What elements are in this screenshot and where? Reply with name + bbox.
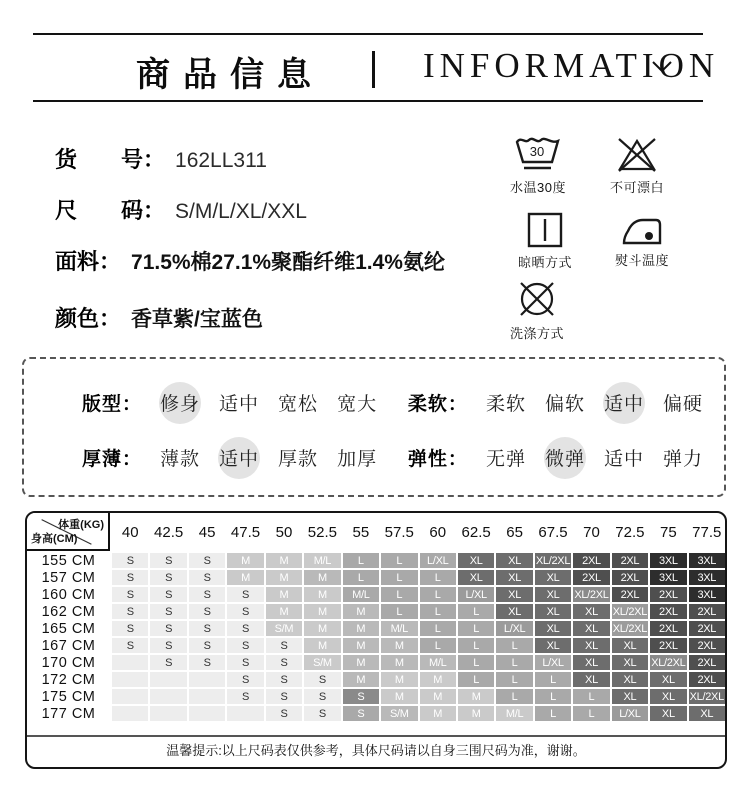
size-cell: XL/2XL bbox=[651, 656, 686, 669]
size-cell: 2XL bbox=[573, 553, 609, 568]
size-cell: L bbox=[535, 689, 571, 704]
size-cell-empty bbox=[150, 706, 186, 721]
size-cell: 2XL bbox=[612, 570, 648, 585]
size-cell: XL bbox=[650, 689, 686, 704]
attr-option-selected: 适中 bbox=[603, 387, 645, 418]
size-cell: S bbox=[150, 587, 186, 602]
size-cell: S bbox=[266, 706, 302, 721]
size-cell: M/L bbox=[343, 587, 379, 602]
size-value: S/M/L/XL/XXL bbox=[175, 200, 307, 223]
size-cell: S bbox=[304, 672, 340, 687]
size-cell: M bbox=[266, 570, 302, 585]
size-cell: 2XL bbox=[689, 655, 725, 670]
section-title-cn: 商品信息 bbox=[136, 57, 324, 94]
size-cell: M bbox=[304, 604, 340, 619]
weight-header: 50 bbox=[275, 523, 293, 541]
size-cell: XL bbox=[535, 638, 571, 653]
size-cell: M bbox=[343, 604, 379, 619]
size-cell: XL bbox=[458, 570, 494, 585]
size-cell: 3XL bbox=[689, 553, 725, 568]
height-label: 157 CM bbox=[41, 569, 96, 586]
attr-option: 宽松 bbox=[278, 394, 319, 415]
size-cell: L/XL bbox=[535, 655, 571, 670]
attr-option: 适中 bbox=[219, 394, 260, 415]
size-cell: M bbox=[458, 689, 494, 704]
attr-option: 加厚 bbox=[337, 449, 378, 470]
size-cell: 2XL bbox=[650, 604, 686, 619]
weight-header: 70 bbox=[583, 523, 600, 541]
size-cell: XL bbox=[535, 604, 571, 619]
size-cell: L bbox=[496, 638, 532, 653]
size-cell: M bbox=[381, 672, 417, 687]
attr-group-fit bbox=[82, 387, 408, 418]
size-cell: S bbox=[304, 706, 340, 721]
size-cell: S bbox=[227, 689, 263, 704]
chevron-down-icon[interactable] bbox=[651, 60, 673, 78]
size-cell: L bbox=[343, 570, 379, 585]
size-cell: 2XL bbox=[650, 587, 686, 602]
size-cell: 3XL bbox=[650, 553, 686, 568]
size-cell: S bbox=[227, 638, 263, 653]
weight-header: 77.5 bbox=[692, 523, 722, 541]
weight-header: 67.5 bbox=[538, 523, 568, 541]
size-cell: M bbox=[304, 621, 340, 636]
attr-option: 厚款 bbox=[278, 449, 319, 470]
size-cell: XL bbox=[612, 672, 648, 687]
size-cell: M bbox=[381, 655, 417, 670]
height-label: 167 CM bbox=[41, 637, 96, 654]
size-cell: L bbox=[381, 604, 417, 619]
size-cell: 2XL bbox=[612, 553, 648, 568]
size-cell: S bbox=[227, 604, 263, 619]
no-wring-icon bbox=[514, 278, 560, 320]
size-cell: M bbox=[381, 638, 417, 653]
size-cell: L bbox=[420, 604, 456, 619]
size-cell: M bbox=[266, 604, 302, 619]
header-bottom-rule bbox=[33, 100, 703, 102]
size-cell: XL bbox=[496, 587, 532, 602]
size-cell: L bbox=[496, 689, 532, 704]
size-cell: M bbox=[420, 689, 456, 704]
size-cell: M bbox=[304, 570, 340, 585]
size-cell: S bbox=[227, 655, 263, 670]
size-cell-empty bbox=[112, 655, 148, 670]
size-cell-empty bbox=[112, 706, 148, 721]
size-cell: M bbox=[458, 706, 494, 721]
size-cell: 2XL bbox=[689, 621, 725, 636]
attr-label: 版型： bbox=[82, 394, 143, 415]
size-cell: XL bbox=[458, 553, 494, 568]
product-code-label: 货 号： bbox=[55, 147, 166, 172]
size-cell: XL bbox=[650, 706, 686, 721]
size-cell: XL bbox=[612, 655, 648, 670]
size-cell: XL bbox=[535, 570, 571, 585]
size-cell: 2XL bbox=[689, 638, 725, 653]
size-cell: L bbox=[381, 553, 417, 568]
corner-weight-label: 体重(KG) bbox=[58, 519, 104, 531]
fabric-row bbox=[55, 245, 445, 276]
weight-header: 57.5 bbox=[384, 523, 414, 541]
color-label: 颜色： bbox=[55, 306, 122, 331]
size-cell: L bbox=[573, 689, 609, 704]
size-cell: XL/2XL bbox=[574, 588, 609, 601]
weight-header: 65 bbox=[506, 523, 523, 541]
size-cell: M/L bbox=[496, 706, 532, 721]
size-cell: L bbox=[343, 553, 379, 568]
size-cell: S bbox=[150, 570, 186, 585]
size-cell: M/L bbox=[304, 553, 340, 568]
size-cell: 2XL bbox=[650, 621, 686, 636]
size-cell: S bbox=[150, 553, 186, 568]
weight-header: 62.5 bbox=[461, 523, 491, 541]
size-cell: S bbox=[304, 689, 340, 704]
size-cell: M bbox=[420, 672, 456, 687]
attr-option: 柔软 bbox=[485, 394, 526, 415]
weight-header: 60 bbox=[429, 523, 447, 541]
size-cell-empty bbox=[227, 706, 263, 721]
size-cell: M bbox=[304, 587, 340, 602]
size-cell: 2XL bbox=[612, 587, 648, 602]
size-cell: S/M bbox=[381, 706, 417, 721]
size-cell-empty bbox=[189, 706, 225, 721]
weight-header: 42.5 bbox=[154, 523, 184, 541]
weight-header: 47.5 bbox=[230, 523, 261, 541]
size-cell: XL/2XL bbox=[535, 554, 571, 567]
size-cell: S bbox=[112, 604, 148, 619]
size-cell: M bbox=[343, 638, 379, 653]
size-cell: S bbox=[343, 706, 379, 721]
size-cell: XL bbox=[573, 672, 609, 687]
size-cell: XL/2XL bbox=[689, 690, 724, 703]
weight-header: 52.5 bbox=[307, 523, 337, 541]
size-cell: S/M bbox=[266, 621, 302, 636]
attr-group-elasticity bbox=[408, 442, 704, 473]
attr-label: 柔软： bbox=[407, 394, 468, 415]
size-cell: S bbox=[266, 638, 302, 653]
size-cell-empty bbox=[112, 689, 148, 704]
size-cell-empty bbox=[150, 689, 186, 704]
size-cell: XL bbox=[573, 621, 609, 636]
size-cell: XL/2XL bbox=[612, 605, 648, 618]
size-cell: 2XL bbox=[689, 604, 725, 619]
size-label: 尺 码： bbox=[55, 198, 166, 223]
height-label: 170 CM bbox=[41, 654, 96, 671]
size-cell: L bbox=[496, 655, 532, 670]
size-cell: XL bbox=[535, 587, 571, 602]
attr-option: 偏硬 bbox=[662, 394, 703, 415]
corner-height-label: 身高(CM) bbox=[31, 533, 78, 545]
header-divider bbox=[372, 51, 375, 88]
size-cell: S bbox=[266, 672, 302, 687]
size-cell: S/M bbox=[304, 655, 340, 670]
size-cell: L bbox=[458, 638, 494, 653]
height-label: 162 CM bbox=[41, 603, 96, 620]
height-label: 175 CM bbox=[41, 688, 96, 705]
size-cell: S bbox=[343, 689, 379, 704]
size-cell: S bbox=[227, 587, 263, 602]
weight-header: 72.5 bbox=[615, 523, 645, 541]
no-bleach-icon bbox=[614, 136, 660, 174]
section-title-en[interactable]: INFORMATION bbox=[423, 46, 720, 85]
product-code-row bbox=[55, 143, 267, 174]
size-cell: XL bbox=[650, 672, 686, 687]
wash-30-icon bbox=[513, 134, 563, 174]
size-cell: M/L bbox=[381, 621, 417, 636]
iron-temp-icon bbox=[620, 213, 664, 247]
attr-option: 弹力 bbox=[662, 449, 703, 470]
size-cell: M bbox=[266, 587, 302, 602]
size-cell: S bbox=[150, 604, 186, 619]
attr-label: 弹性： bbox=[407, 449, 468, 470]
size-cell-empty bbox=[112, 672, 148, 687]
size-cell: S bbox=[112, 587, 148, 602]
size-cell: S bbox=[227, 672, 263, 687]
attr-option: 偏软 bbox=[544, 394, 585, 415]
attr-option: 薄款 bbox=[160, 449, 201, 470]
size-cell: L bbox=[458, 672, 494, 687]
size-cell: S bbox=[112, 570, 148, 585]
size-cell: L bbox=[535, 706, 571, 721]
size-cell: M bbox=[343, 621, 379, 636]
fabric-value: 71.5%棉27.1%聚酯纤维1.4%氨纶 bbox=[131, 251, 445, 274]
size-cell: XL bbox=[612, 638, 648, 653]
size-cell: L bbox=[420, 587, 456, 602]
care-item-bleach: 不可漂白 bbox=[598, 136, 676, 196]
attr-option-selected: 微弹 bbox=[544, 442, 586, 473]
color-value: 香草紫/宝蓝色 bbox=[131, 308, 263, 331]
size-cell: S bbox=[112, 638, 148, 653]
size-cell: S bbox=[227, 621, 263, 636]
color-row bbox=[55, 302, 263, 333]
size-cell: M bbox=[266, 553, 302, 568]
height-label: 165 CM bbox=[41, 620, 96, 637]
size-cell: L bbox=[458, 621, 494, 636]
size-cell: XL bbox=[535, 621, 571, 636]
care-item-wash: 30 水温30度 bbox=[499, 134, 577, 196]
care-item-dry: 晾晒方式 bbox=[506, 211, 584, 271]
size-cell: S bbox=[189, 621, 225, 636]
attr-option: 适中 bbox=[603, 449, 644, 470]
header-top-rule bbox=[33, 33, 703, 35]
size-cell: S bbox=[189, 553, 225, 568]
size-chart-table bbox=[25, 511, 727, 769]
size-cell: L/XL bbox=[612, 706, 648, 721]
size-cell: 3XL bbox=[689, 587, 725, 602]
size-cell: S bbox=[189, 655, 225, 670]
size-cell: S bbox=[150, 638, 186, 653]
size-cell-empty bbox=[189, 689, 225, 704]
size-cell: M bbox=[227, 553, 263, 568]
size-cell: S bbox=[150, 655, 186, 670]
size-cell: S bbox=[266, 655, 302, 670]
size-cell: L bbox=[535, 672, 571, 687]
size-cell: M bbox=[304, 638, 340, 653]
size-cell: M bbox=[343, 672, 379, 687]
size-cell: 3XL bbox=[689, 570, 725, 585]
size-cell: 2XL bbox=[573, 570, 609, 585]
size-cell: M bbox=[420, 706, 456, 721]
size-cell: XL bbox=[496, 604, 532, 619]
size-cell: XL bbox=[689, 706, 725, 721]
size-cell: XL bbox=[573, 638, 609, 653]
size-cell: M bbox=[343, 655, 379, 670]
size-cell: M bbox=[381, 689, 417, 704]
size-cell: L bbox=[573, 706, 609, 721]
size-cell: S bbox=[112, 621, 148, 636]
size-cell: S bbox=[189, 587, 225, 602]
size-cell: M/L bbox=[420, 655, 456, 670]
attr-option: 无弹 bbox=[485, 449, 526, 470]
size-cell-empty bbox=[189, 672, 225, 687]
size-cell: 2XL bbox=[650, 638, 686, 653]
size-row bbox=[55, 194, 307, 225]
attr-option-selected: 适中 bbox=[218, 442, 260, 473]
line-dry-icon bbox=[526, 211, 564, 249]
attr-option: 宽大 bbox=[337, 394, 378, 415]
size-cell: XL bbox=[496, 570, 532, 585]
size-cell: S bbox=[266, 689, 302, 704]
size-cell: XL bbox=[573, 604, 609, 619]
size-cell: XL bbox=[573, 655, 609, 670]
size-cell: S bbox=[189, 638, 225, 653]
size-chart-corner-cell bbox=[27, 513, 110, 551]
size-cell: L bbox=[420, 621, 456, 636]
attr-group-thickness bbox=[82, 442, 408, 473]
size-cell: S bbox=[112, 553, 148, 568]
size-cell: L bbox=[420, 570, 456, 585]
height-label: 155 CM bbox=[41, 552, 96, 569]
size-chart-note: 温馨提示:以上尺码表仅供参考，具体尺码请以自身三围尺码为准，谢谢。 bbox=[166, 743, 586, 758]
size-cell: L bbox=[458, 604, 494, 619]
size-cell: L/XL bbox=[458, 587, 494, 602]
height-label: 172 CM bbox=[41, 671, 96, 688]
size-cell: L bbox=[381, 587, 417, 602]
size-cell: L/XL bbox=[496, 621, 532, 636]
svg-text:30: 30 bbox=[529, 144, 545, 159]
size-cell: S bbox=[189, 570, 225, 585]
height-label: 160 CM bbox=[41, 586, 96, 603]
size-cell: L bbox=[496, 672, 532, 687]
size-cell: S bbox=[189, 604, 225, 619]
height-label: 177 CM bbox=[41, 705, 96, 722]
size-cell: 2XL bbox=[689, 672, 725, 687]
size-cell: L bbox=[381, 570, 417, 585]
size-cell: M bbox=[227, 570, 263, 585]
weight-header: 40 bbox=[121, 523, 139, 541]
size-cell: XL/2XL bbox=[612, 622, 648, 635]
product-code-value: 162LL311 bbox=[175, 149, 267, 172]
weight-header: 45 bbox=[198, 523, 216, 541]
fabric-label: 面料： bbox=[55, 249, 122, 274]
attr-label: 厚薄： bbox=[82, 449, 143, 470]
size-cell: 3XL bbox=[650, 570, 686, 585]
size-cell: L/XL bbox=[420, 553, 456, 568]
attributes-panel bbox=[22, 357, 726, 497]
attr-option-selected: 修身 bbox=[159, 387, 201, 418]
size-cell: L bbox=[458, 655, 494, 670]
size-cell-empty bbox=[150, 672, 186, 687]
size-cell: S bbox=[150, 621, 186, 636]
weight-header: 75 bbox=[660, 523, 677, 541]
care-item-iron: 熨斗温度 bbox=[603, 213, 681, 269]
attr-group-softness bbox=[408, 387, 704, 418]
size-cell: XL bbox=[612, 689, 648, 704]
size-cell: L bbox=[420, 638, 456, 653]
weight-header: 55 bbox=[352, 523, 370, 541]
care-item-washmethod: 洗涤方式 bbox=[498, 278, 576, 342]
size-cell: XL bbox=[496, 553, 532, 568]
